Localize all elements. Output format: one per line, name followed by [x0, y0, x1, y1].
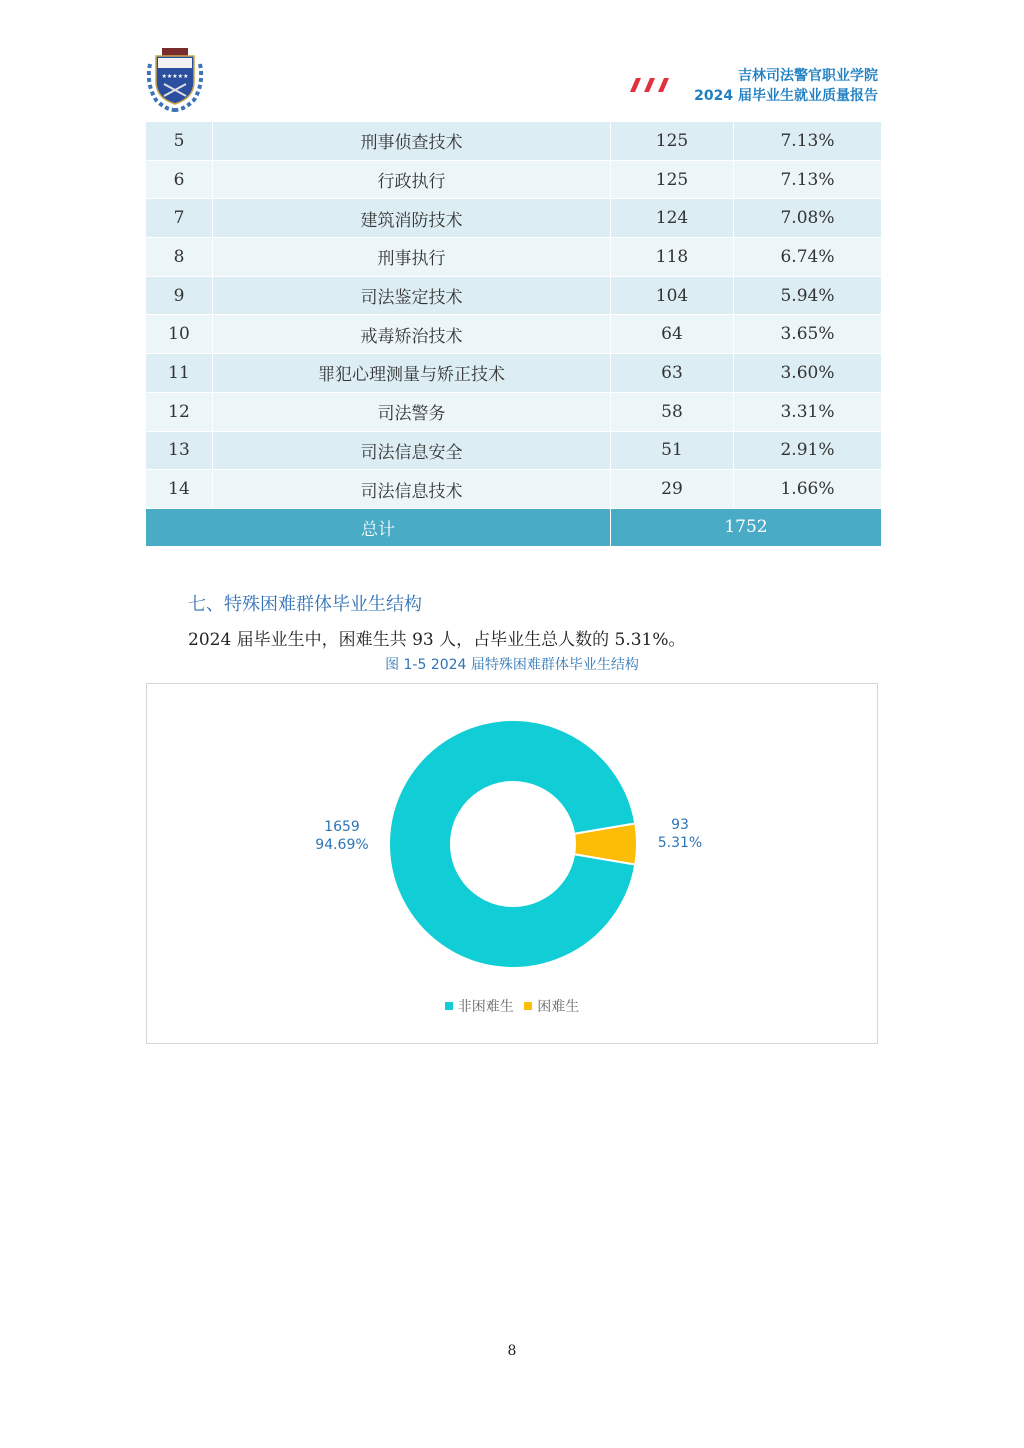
chart-legend	[147, 996, 877, 1016]
count-cell: 104	[611, 276, 734, 315]
major-cell: 司法信息技术	[213, 470, 611, 509]
percent-cell: 6.74%	[734, 238, 882, 277]
percent-cell: 5.94%	[734, 276, 882, 315]
major-cell: 刑事执行	[213, 238, 611, 277]
table-row	[146, 276, 882, 315]
count-cell: 51	[611, 431, 734, 470]
report-header	[694, 66, 878, 106]
percent-cell: 2.91%	[734, 431, 882, 470]
svg-text:★★★★★: ★★★★★	[161, 73, 189, 80]
total-label: 总计	[146, 508, 611, 546]
legend-label: 非困难生	[457, 999, 514, 1015]
figure-caption: 图 1-5 2024 届特殊困难群体毕业生结构	[385, 657, 639, 673]
table-row	[146, 238, 882, 277]
table-row	[146, 470, 882, 509]
total-value: 1752	[611, 508, 882, 546]
count-cell: 29	[611, 470, 734, 509]
major-distribution-table	[145, 121, 882, 547]
rank-cell: 10	[146, 315, 213, 354]
rank-cell: 11	[146, 354, 213, 393]
percent-cell: 3.60%	[734, 354, 882, 393]
count-cell: 124	[611, 199, 734, 238]
count-cell: 58	[611, 392, 734, 431]
slice-label-difficult	[647, 816, 713, 852]
rank-cell: 9	[146, 276, 213, 315]
legend-label: 困难生	[537, 999, 580, 1015]
table-row	[146, 392, 882, 431]
table-total-row	[146, 508, 882, 546]
major-cell: 建筑消防技术	[213, 199, 611, 238]
major-cell: 戒毒矫治技术	[213, 315, 611, 354]
slice-label-non-difficult	[305, 818, 379, 854]
major-cell: 罪犯心理测量与矫正技术	[213, 354, 611, 393]
major-cell: 刑事侦查技术	[213, 122, 611, 161]
slice-percent: 5.31%	[657, 835, 703, 851]
donut-chart-panel	[146, 683, 878, 1044]
rank-cell: 7	[146, 199, 213, 238]
count-cell: 118	[611, 238, 734, 277]
table-row	[146, 354, 882, 393]
legend-swatch	[524, 1002, 532, 1010]
rank-cell: 14	[146, 470, 213, 509]
major-cell: 司法鉴定技术	[213, 276, 611, 315]
slice-value: 93	[671, 817, 689, 833]
major-cell: 司法信息安全	[213, 431, 611, 470]
count-cell: 125	[611, 160, 734, 199]
percent-cell: 7.13%	[734, 160, 882, 199]
page-number: 8	[507, 1343, 517, 1359]
rank-cell: 8	[146, 238, 213, 277]
school-logo	[144, 44, 206, 112]
major-cell: 行政执行	[213, 160, 611, 199]
table-row	[146, 315, 882, 354]
table-row	[146, 122, 882, 161]
percent-cell: 1.66%	[734, 470, 882, 509]
table-row	[146, 199, 882, 238]
report-name: 2024 届毕业生就业质量报告	[694, 88, 878, 104]
header-stripes	[626, 78, 670, 92]
rank-cell: 6	[146, 160, 213, 199]
section-title: 七、特殊困难群体毕业生结构	[188, 594, 422, 615]
count-cell: 125	[611, 122, 734, 161]
table-row	[146, 160, 882, 199]
rank-cell: 13	[146, 431, 213, 470]
percent-cell: 7.13%	[734, 122, 882, 161]
school-name: 吉林司法警官职业学院	[738, 68, 878, 84]
count-cell: 64	[611, 315, 734, 354]
slice-percent: 94.69%	[315, 837, 369, 853]
legend-item	[524, 996, 579, 1016]
section-text: 2024 届毕业生中，困难生共 93 人，占毕业生总人数的 5.31%。	[188, 630, 686, 650]
rank-cell: 5	[146, 122, 213, 161]
table-row	[146, 431, 882, 470]
slice-value: 1659	[324, 819, 360, 835]
percent-cell: 3.31%	[734, 392, 882, 431]
count-cell: 63	[611, 354, 734, 393]
percent-cell: 3.65%	[734, 315, 882, 354]
legend-swatch	[445, 1002, 453, 1010]
major-cell: 司法警务	[213, 392, 611, 431]
rank-cell: 12	[146, 392, 213, 431]
donut-chart	[147, 684, 877, 1043]
legend-item	[445, 996, 514, 1016]
percent-cell: 7.08%	[734, 199, 882, 238]
